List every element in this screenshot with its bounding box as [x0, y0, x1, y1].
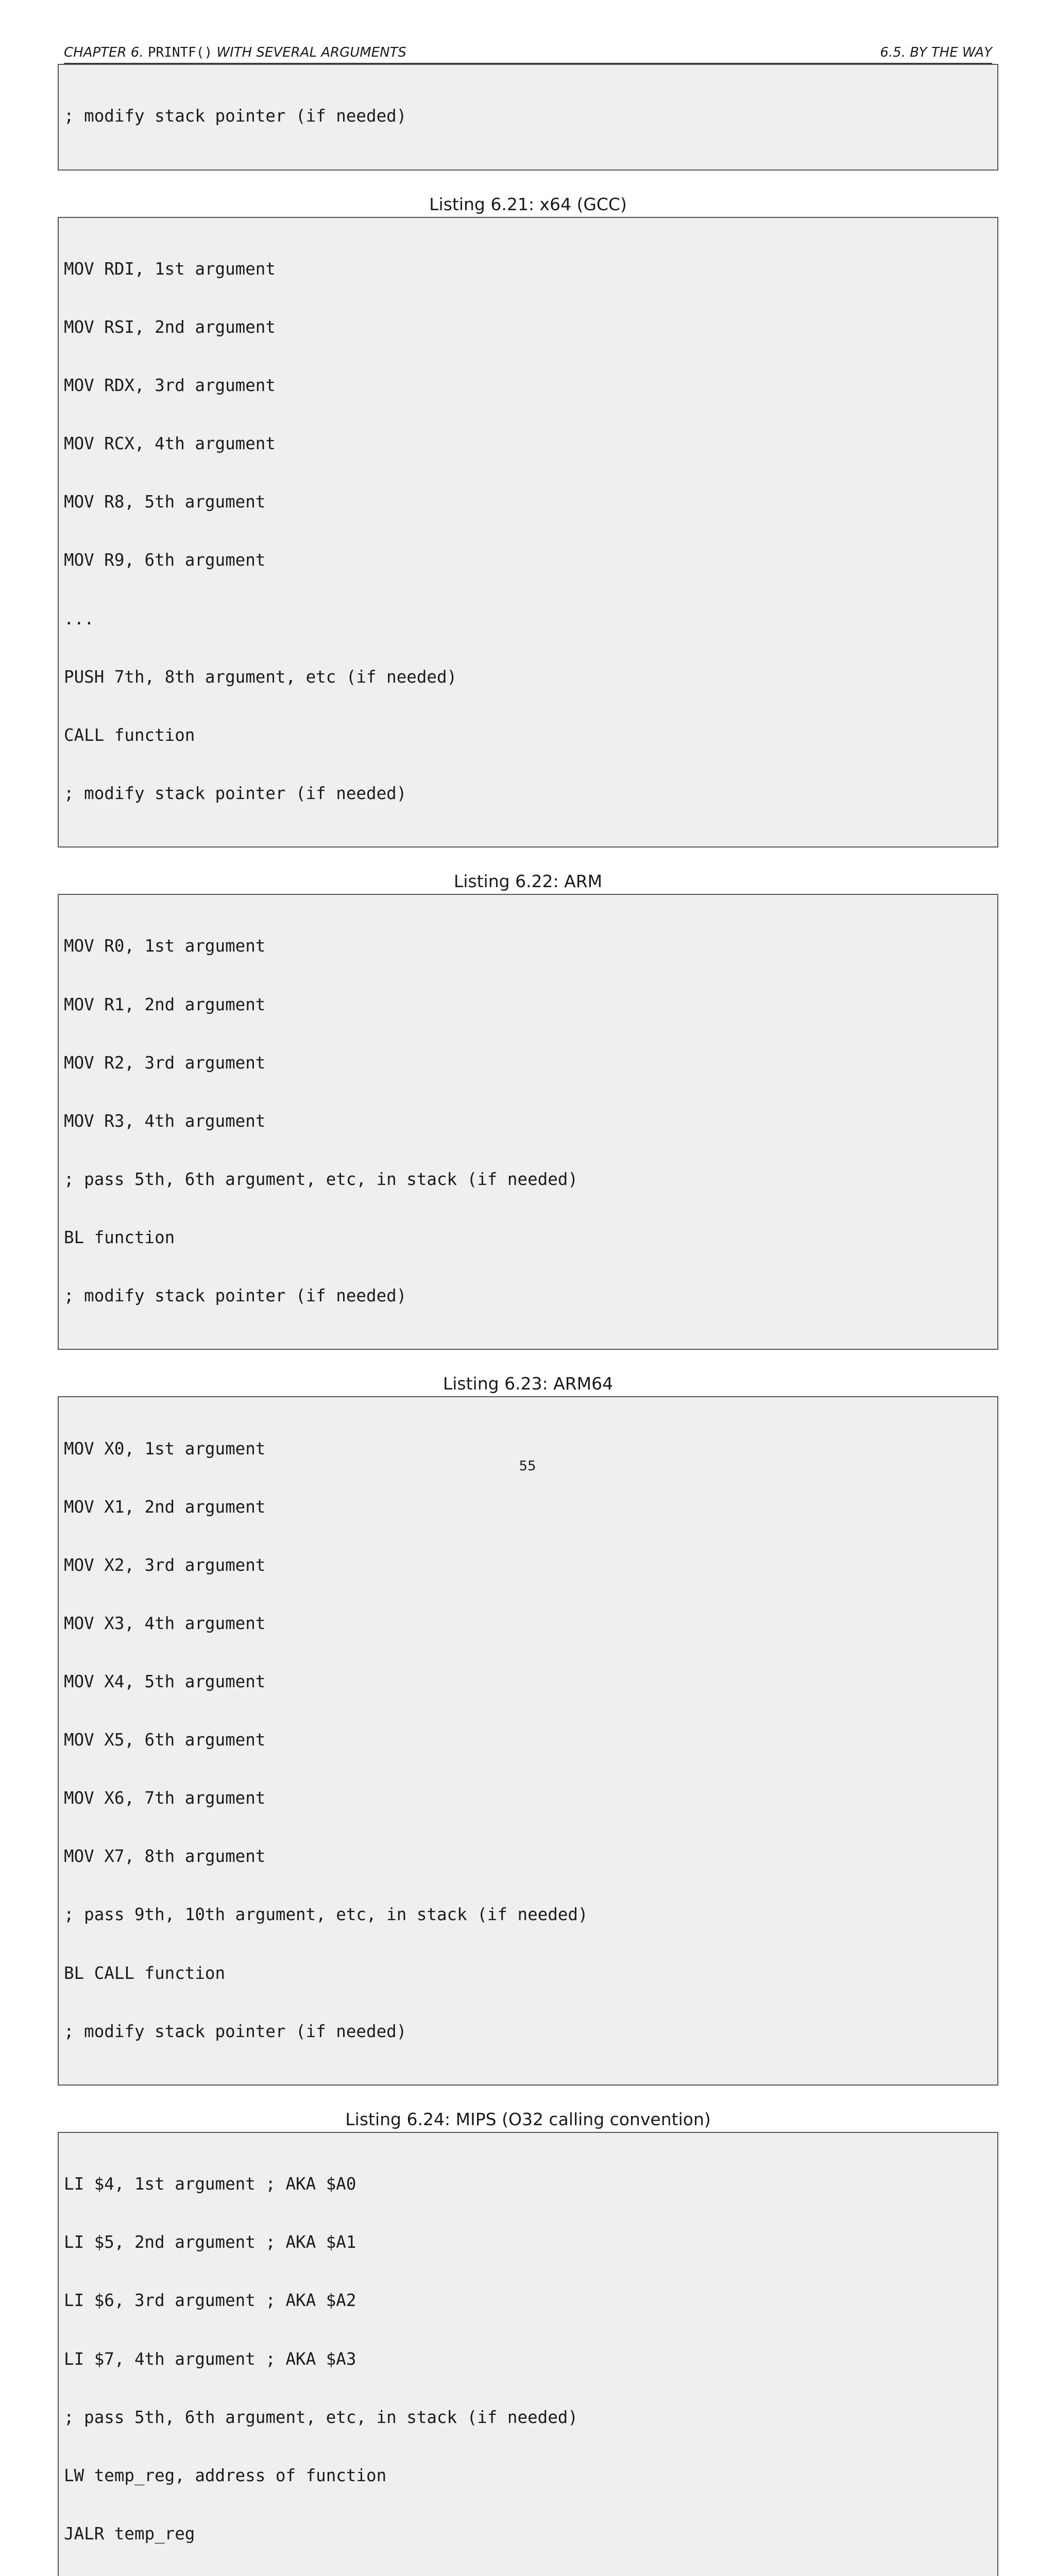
code-line: ; pass 5th, 6th argument, etc, in stack (if needed) [64, 1169, 578, 1189]
code-line: MOV X5, 6th argument [64, 1730, 266, 1750]
page-content [64, 43, 992, 2576]
code-line: LI $6, 3rd argument ; AKA $A2 [64, 2291, 356, 2311]
code-line: ; modify stack pointer (if needed) [64, 783, 407, 803]
code-line: ; pass 9th, 10th argument, etc, in stack (if needed) [64, 1905, 588, 1925]
code-line: ; modify stack pointer (if needed) [64, 2021, 407, 2041]
listing-caption: Listing 6.24: MIPS (O32 calling convention) [345, 2109, 711, 2129]
code-line: PUSH 7th, 8th argument, etc (if needed) [64, 667, 457, 687]
code-line: MOV RSI, 2nd argument [64, 317, 276, 337]
header-section: 6.5. BY THE WAY [880, 45, 992, 60]
code-line: BL function [64, 1227, 175, 1247]
code-line: ; modify stack pointer (if needed) [64, 1286, 407, 1306]
code-line: MOV X4, 5th argument [64, 1672, 266, 1692]
code-line: ... [64, 608, 94, 629]
code-line: LI $5, 2nd argument ; AKA $A1 [64, 2232, 356, 2252]
code-line: JALR temp_reg [64, 2523, 195, 2544]
code-line: MOV R3, 4th argument [64, 1111, 266, 1131]
code-fragment-continued [58, 64, 998, 171]
code-line: ; pass 5th, 6th argument, etc, in stack (if needed) [64, 2407, 578, 2427]
code-line: MOV X1, 2nd argument [64, 1497, 266, 1517]
header-chapter-prefix: CHAPTER 6. [64, 45, 144, 60]
code-listing-arm64 [58, 1396, 998, 2086]
code-line: MOV X0, 1st argument [64, 1438, 266, 1459]
code-line: LI $4, 1st argument ; AKA $A0 [64, 2174, 356, 2194]
listing-caption: Listing 6.22: ARM [453, 871, 603, 892]
code-line: MOV R9, 6th argument [64, 550, 266, 570]
code-listing-arm [58, 894, 998, 1350]
listing-caption: Listing 6.21: x64 (GCC) [429, 194, 627, 214]
code-line: MOV RDI, 1st argument [64, 259, 276, 279]
code-line: MOV X2, 3rd argument [64, 1555, 266, 1575]
code-line: MOV RDX, 3rd argument [64, 376, 276, 396]
code-line: MOV X6, 7th argument [64, 1788, 266, 1808]
page-number: 55 [519, 1459, 536, 1474]
code-listing-x64 [58, 217, 998, 848]
code-line: BL CALL function [64, 1963, 226, 1983]
code-line: MOV X7, 8th argument [64, 1846, 266, 1867]
code-line: CALL function [64, 725, 195, 745]
code-line: MOV X3, 4th argument [64, 1613, 266, 1633]
code-line: LW temp_reg, address of function [64, 2465, 387, 2485]
header-chapter-function: PRINTF() [147, 45, 213, 60]
code-line: MOV R8, 5th argument [64, 492, 266, 512]
code-line: ; modify stack pointer (if needed) [64, 106, 407, 126]
running-header [64, 43, 992, 64]
code-line: MOV R2, 3rd argument [64, 1053, 266, 1073]
code-line: MOV RCX, 4th argument [64, 434, 276, 454]
code-listing-mips [58, 2132, 998, 2576]
code-line: LI $7, 4th argument ; AKA $A3 [64, 2349, 356, 2369]
header-chapter-suffix: WITH SEVERAL ARGUMENTS [216, 45, 406, 60]
code-line: MOV R0, 1st argument [64, 936, 266, 956]
code-line: MOV R1, 2nd argument [64, 994, 266, 1014]
header-chapter [64, 43, 406, 62]
listing-caption: Listing 6.23: ARM64 [443, 1374, 614, 1394]
